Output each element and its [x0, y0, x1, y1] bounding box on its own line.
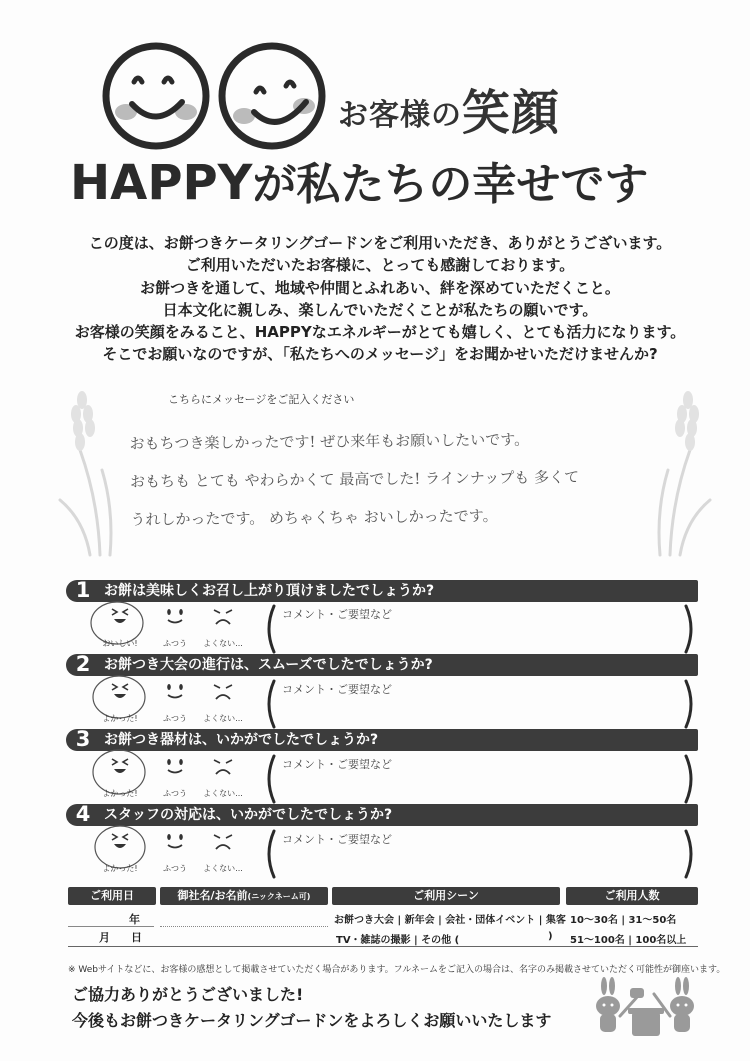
page-title-line1 — [338, 74, 560, 143]
handwritten-line: おもちつき楽しかったです! ぜひ来年もお願いしたいです。 — [129, 430, 530, 453]
handwritten-message[interactable] — [129, 419, 650, 538]
intro-line: 日本文化に親しみ、楽しんでいただくことが私たちの願いです。 — [162, 300, 598, 319]
question-1-number: 1 — [75, 578, 91, 602]
year-label: 年 — [129, 913, 140, 926]
rice-plant-icon-left — [40, 380, 130, 560]
handwritten-line: おもちも とても やわらかくて 最高でした! ラインナップも 多くて — [129, 468, 580, 491]
intro-text — [40, 232, 720, 366]
neutral-face-icon[interactable] — [155, 830, 195, 854]
intro-line: お客様の笑顔をみること、HAPPYなエネルギーがとても嬉しく、とても活力になります。 — [74, 323, 686, 342]
scene-options-row1[interactable]: お餅つき大会 | 新年会 | 会社・団体イベント | 集客 — [334, 915, 566, 926]
name-header — [160, 887, 328, 905]
title-big-word: 笑顔 — [462, 85, 561, 141]
title-happy: HAPPY — [70, 155, 253, 211]
rating-label: ふつう — [163, 639, 187, 648]
comment-placeholder: コメント・ご要望など — [282, 608, 392, 621]
bunny-mochi-icon — [590, 976, 700, 1042]
rating-label: よかった! — [102, 714, 138, 723]
neutral-face-icon[interactable] — [155, 755, 195, 779]
question-4-text: スタッフの対応は、いかがでしたでしょうか? — [104, 807, 393, 823]
title-prefix: お客様の — [338, 98, 462, 133]
comment-placeholder: コメント・ご要望など — [282, 758, 392, 771]
rating-label: ふつう — [163, 789, 187, 798]
publication-notice: ※ Webサイトなどに、お客様の感想として掲載させていただく場合があります。フルネームをご記入の場合は、名字のみ掲載させていただく可能性が御座います。 — [68, 965, 726, 975]
smiley-face-icon-right — [212, 40, 330, 152]
scene-other-close: ) — [548, 931, 553, 942]
question-2-number: 2 — [75, 652, 91, 676]
rating-label: よくない... — [203, 789, 243, 798]
rating-label: よかった! — [102, 789, 138, 798]
intro-line: ご利用いただいたお客様に、とっても感謝しております。 — [185, 256, 575, 275]
rating-label: よくない... — [203, 639, 243, 648]
rating-label: よかった! — [102, 864, 138, 873]
message-label: こちらにメッセージをご記入ください — [168, 393, 355, 406]
rating-label: おいしい! — [102, 639, 138, 648]
intro-line: そこでお願いなのですが、「私たちへのメッセージ」をお聞かせいただけませんか? — [102, 345, 658, 364]
table-divider — [68, 926, 154, 927]
closing-message: 今後もお餅つきケータリングゴードンをよろしくお願いいたします — [72, 1011, 552, 1030]
rating-label: よくない... — [203, 714, 243, 723]
rating-label: よくない... — [203, 864, 243, 873]
rice-plant-icon-right — [640, 380, 730, 560]
handwritten-line: うれしかったです。 めちゃくちゃ おいしかったです。 — [130, 506, 498, 529]
people-header: ご利用人数 — [566, 887, 698, 905]
scene-header: ご利用シーン — [332, 887, 560, 905]
question-3-number: 3 — [75, 727, 91, 751]
sad-face-icon[interactable] — [203, 755, 243, 779]
question-2-text: お餅つき大会の進行は、スムーズでしたでしょうか? — [104, 657, 433, 673]
rating-label: ふつう — [163, 714, 187, 723]
closing-thanks: ご協力ありがとうございました! — [72, 985, 304, 1004]
smiley-face-icon-left — [100, 40, 212, 152]
date-header: ご利用日 — [68, 887, 156, 905]
people-options-row1[interactable]: 10〜30名 | 31〜50名 — [570, 915, 677, 926]
page-title-line2 — [70, 148, 648, 212]
scene-options-row2[interactable]: TV・雑誌の撮影 | その他 ( — [336, 935, 460, 946]
question-4-number: 4 — [75, 802, 91, 826]
name-header-label: 御社名/お名前 — [177, 889, 248, 902]
question-1-text: お餅は美味しくお召し上がり頂けましたでしょうか? — [104, 583, 435, 599]
comment-placeholder: コメント・ご要望など — [282, 683, 392, 696]
people-options-row2[interactable]: 51〜100名 | 100名以上 — [570, 935, 687, 946]
neutral-face-icon[interactable] — [155, 605, 195, 629]
title-rest: が私たちの幸せです — [252, 159, 649, 210]
sad-face-icon[interactable] — [203, 605, 243, 629]
rating-label: ふつう — [163, 864, 187, 873]
sad-face-icon[interactable] — [203, 830, 243, 854]
sad-face-icon[interactable] — [203, 680, 243, 704]
neutral-face-icon[interactable] — [155, 680, 195, 704]
table-divider — [160, 926, 328, 927]
comment-placeholder: コメント・ご要望など — [282, 833, 392, 846]
name-header-note: (ニックネーム可) — [247, 892, 311, 901]
month-label: 月 — [99, 931, 110, 944]
intro-line: お餅つきを通して、地域や仲間とふれあい、絆を深めていただくこと。 — [140, 278, 620, 297]
table-divider — [68, 946, 698, 947]
question-3-text: お餅つき器材は、いかがでしたでしょうか? — [104, 732, 379, 748]
day-label: 日 — [131, 931, 142, 944]
intro-line: この度は、お餅つきケータリングゴードンをご利用いただき、ありがとうございます。 — [88, 234, 672, 252]
